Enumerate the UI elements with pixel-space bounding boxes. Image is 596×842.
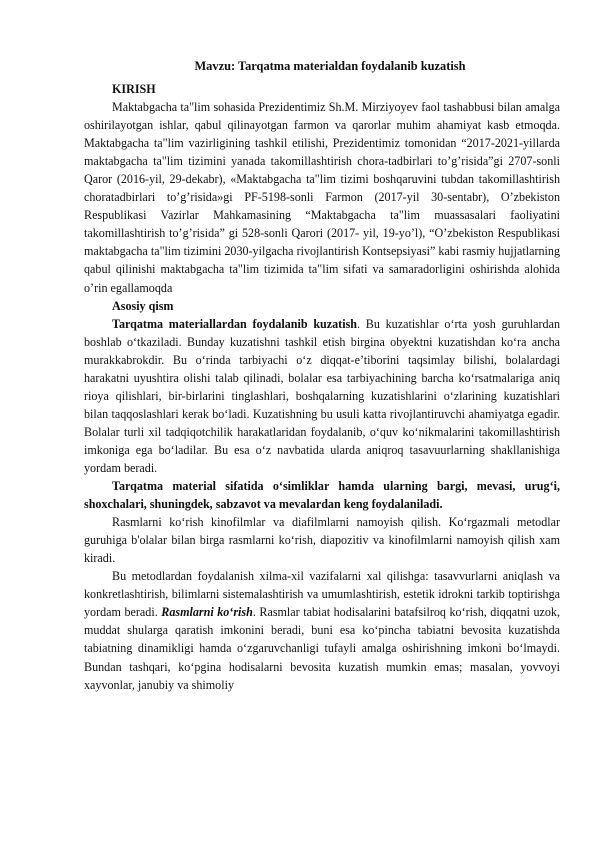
paragraph-tarqatma [84, 315, 560, 477]
paragraph-kirish: Maktabgacha ta"lim sohasida Prezidentimiz Sh.M. Mirziyoyev faol tashabbusi bilan amalga oshirilayotgan ishlar, qabul qilinayotgan farmon va qarorlar muhim ahamiyat kasb etmoqda. Maktabgacha ta"lim vazirligining tashkil etilishi, Prezidentimiz tomonidan “2017-2021-yillarda maktabgacha ta"lim tizimini yanada takomillashtirish chora-tadbirlari to’g’risida”gi 2707-sonli Qaror (2016-yil, 29-dekabr), «Maktabgacha ta"lim tizimi boshqaruvini tubdan takomillashtirish choratadbirlari to’g’risida»gi PF-5198-sonli Farmon (2017-yil 30-sentabr), O’zbekiston Respublikasi Vazirlar Mahkamasining “Maktabgacha ta"lim muassasalari faoliyatini takomillashtirish to’g’risida” gi 528-sonli Qarori (2017- yil, 19-yo’l), “O’zbekiston Respublikasi maktabgacha ta"lim tizimini 2030-yilgacha rivojlantirish Kontsepsiyasi” kabi rasmiy hujjatlarning qabul qilinishi maktabgacha ta"lim tizimida ta"lim sifati va samaradorligini oshirishda alohida o’rin egallamoqda [84, 100, 560, 295]
paragraph-lead-bold: Tarqatma materiallardan foydalanib kuzatish [112, 316, 358, 331]
paragraph-text-continued: . Rasmlar tabiat hodisalarini batafsilroq ko‘rish, diqqatni uzok, muddat shularga qaratish imkonini beradi, buni esa ko‘pincha tabiatni bevosita kuzatishda tabiatning dinamikligi hamda o‘zgaruvchanligi tufayli amalga oshirishning imkoni bo‘lmaydi. Bundan tashqari, ko‘pgina hodisalarni bevosita kuzatish mumkin emas; masalan, yovvoyi xayvonlar, janubiy va shimoliy [84, 605, 560, 692]
paragraph-text: Bu metodlardan foydalanish xilma-xil vazifalarni xal qilishga: tasavvurlarni aniqlash va konkretlashtirish, bilimlarni sistemalashtirish va umumlashtirish, estetik idrokni tarkib toptirishga yordam beradi. [84, 569, 560, 620]
document-body [84, 80, 560, 694]
paragraph-rasmlar: Rasmlarni ko‘rish kinofilmlar va diafilmlarni namoyish qilish. Ko‘rgazmali metodlar guruhiga b'olalar bilan birga rasmlarni ko‘rish, diapozitiv va kinofilmlarni namoyish qilish xam kiradi. [84, 515, 560, 566]
paragraph-text: . Bu kuzatishlar o‘rta yosh guruhlardan boshlab o‘tkaziladi. Bunday kuzatishni tashkil etish birgina obyektni kuzatishdan ko‘ra ancha murakkabrokdir. Bu o‘rinda tarbiyachi o‘z diqqat-e’tiborini taqsimlay bilishi, bolalardagi harakatni uyushtira olishi talab qilinadi, bolalar esa tarbiyachining barcha ko‘rsatmalariga aniq rioya qilishlari, bir-birlarini tinglashlari, boshqalarning kuzatishlarini o‘zlarining kuzatishlari bilan taqqoslashlari kerak bo‘ladi. Kuzatishning bu usuli katta rivojlantiruvchi ahamiyatga egadir. Bolalar turli xil tadqiqotchilik harakatlaridan foydalanib, o‘quv ko‘nikmalarini takomillashtirish imkoniga ega bo‘ladilar. Bu esa o‘z navbatida ularda aniqroq tasavuurlarning shakllanishiga yordam beradi. [84, 316, 560, 475]
section-heading-kirish: KIRISH [112, 82, 156, 96]
paragraph-emphasis: Rasmlarni ko‘rish [161, 605, 253, 620]
document-title: Mavzu: Tarqatma materialdan foydalanib kuzatish [194, 59, 466, 73]
paragraph-material-bold: Tarqatma material sifatida o‘simliklar hamda ularning bargi, mevasi, urug‘i, shoxchalari, shuningdek, sabzavot va mevalardan keng foydalaniladi. [84, 479, 560, 512]
section-heading-asosiy: Asosiy qism [112, 298, 174, 313]
paragraph-metodlar [84, 567, 560, 693]
